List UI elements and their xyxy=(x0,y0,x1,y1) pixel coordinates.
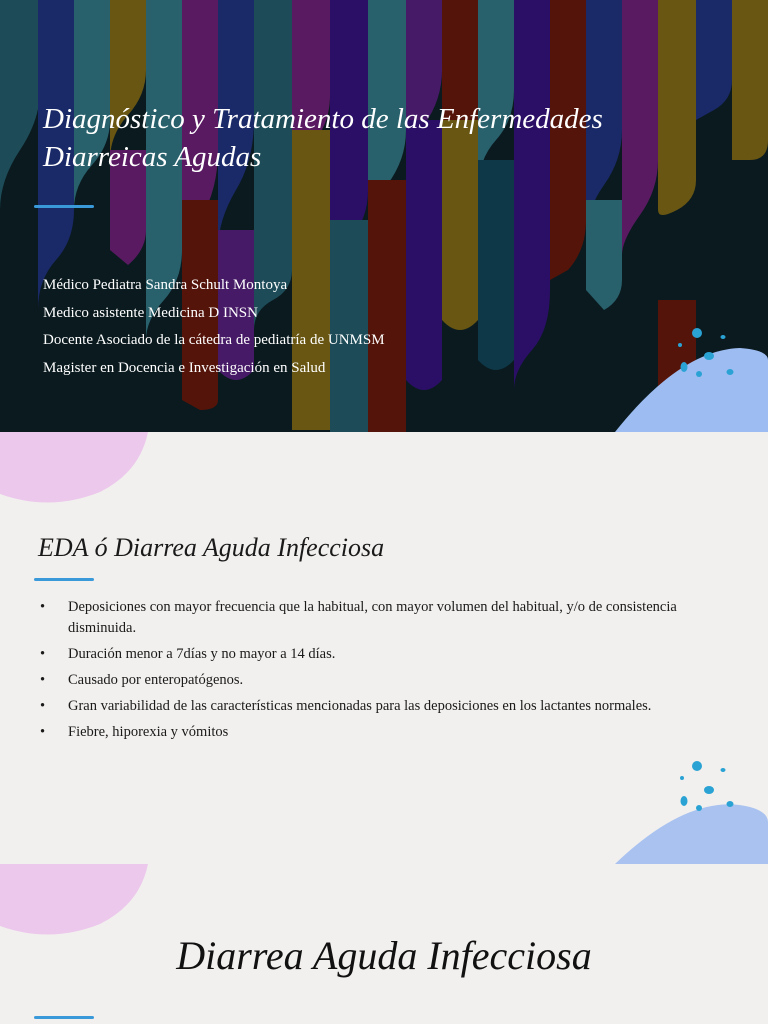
title-underline xyxy=(34,205,94,208)
bullet-text: Deposiciones con mayor frecuencia que la habitual, con mayor volumen del habitual, y/o de consistencia disminuida. xyxy=(68,599,677,636)
author-info-list xyxy=(43,274,385,384)
slide-heading: EDA ó Diarrea Aguda Infecciosa xyxy=(38,533,385,562)
pink-blob-shape xyxy=(0,864,148,935)
list-item xyxy=(38,696,678,717)
bullet-icon: • xyxy=(40,646,46,662)
list-item xyxy=(38,670,678,691)
list-item xyxy=(38,722,678,743)
section-title-underline xyxy=(34,1016,94,1019)
author-line: Docente Asociado de la cátedra de pediatría de UNMSM xyxy=(43,332,385,348)
bullet-icon: • xyxy=(40,599,46,615)
list-item xyxy=(38,597,678,639)
bullet-icon: • xyxy=(40,724,46,740)
list-item xyxy=(38,644,678,665)
bullet-text: Fiebre, hiporexia y vómitos xyxy=(68,724,229,740)
presentation-title: Diagnóstico y Tratamiento de las Enfermedades Diarreicas Agudas xyxy=(43,103,603,173)
bullet-icon: • xyxy=(40,672,46,688)
bullet-text: Gran variabilidad de las características mencionadas para las deposiciones en los lactantes normales. xyxy=(68,698,652,714)
blue-blob-shape xyxy=(615,804,768,864)
section-title: Diarrea Aguda Infecciosa xyxy=(176,933,592,978)
bullet-text: Causado por enteropatógenos. xyxy=(68,672,244,688)
author-line: Medico asistente Medicina D INSN xyxy=(43,304,258,321)
bullet-text: Duración menor a 7días y no mayor a 14 días. xyxy=(68,646,336,662)
title-slide xyxy=(0,0,768,432)
pink-blob-shape xyxy=(0,432,148,503)
paint-dots-decoration xyxy=(680,761,734,811)
author-line: Magister en Docencia e Investigación en Salud xyxy=(43,359,326,376)
author-line: Médico Pediatra Sandra Schult Montoya xyxy=(43,277,288,293)
heading-underline xyxy=(34,578,94,581)
bullet-icon: • xyxy=(40,698,46,714)
bullet-list xyxy=(38,597,678,748)
